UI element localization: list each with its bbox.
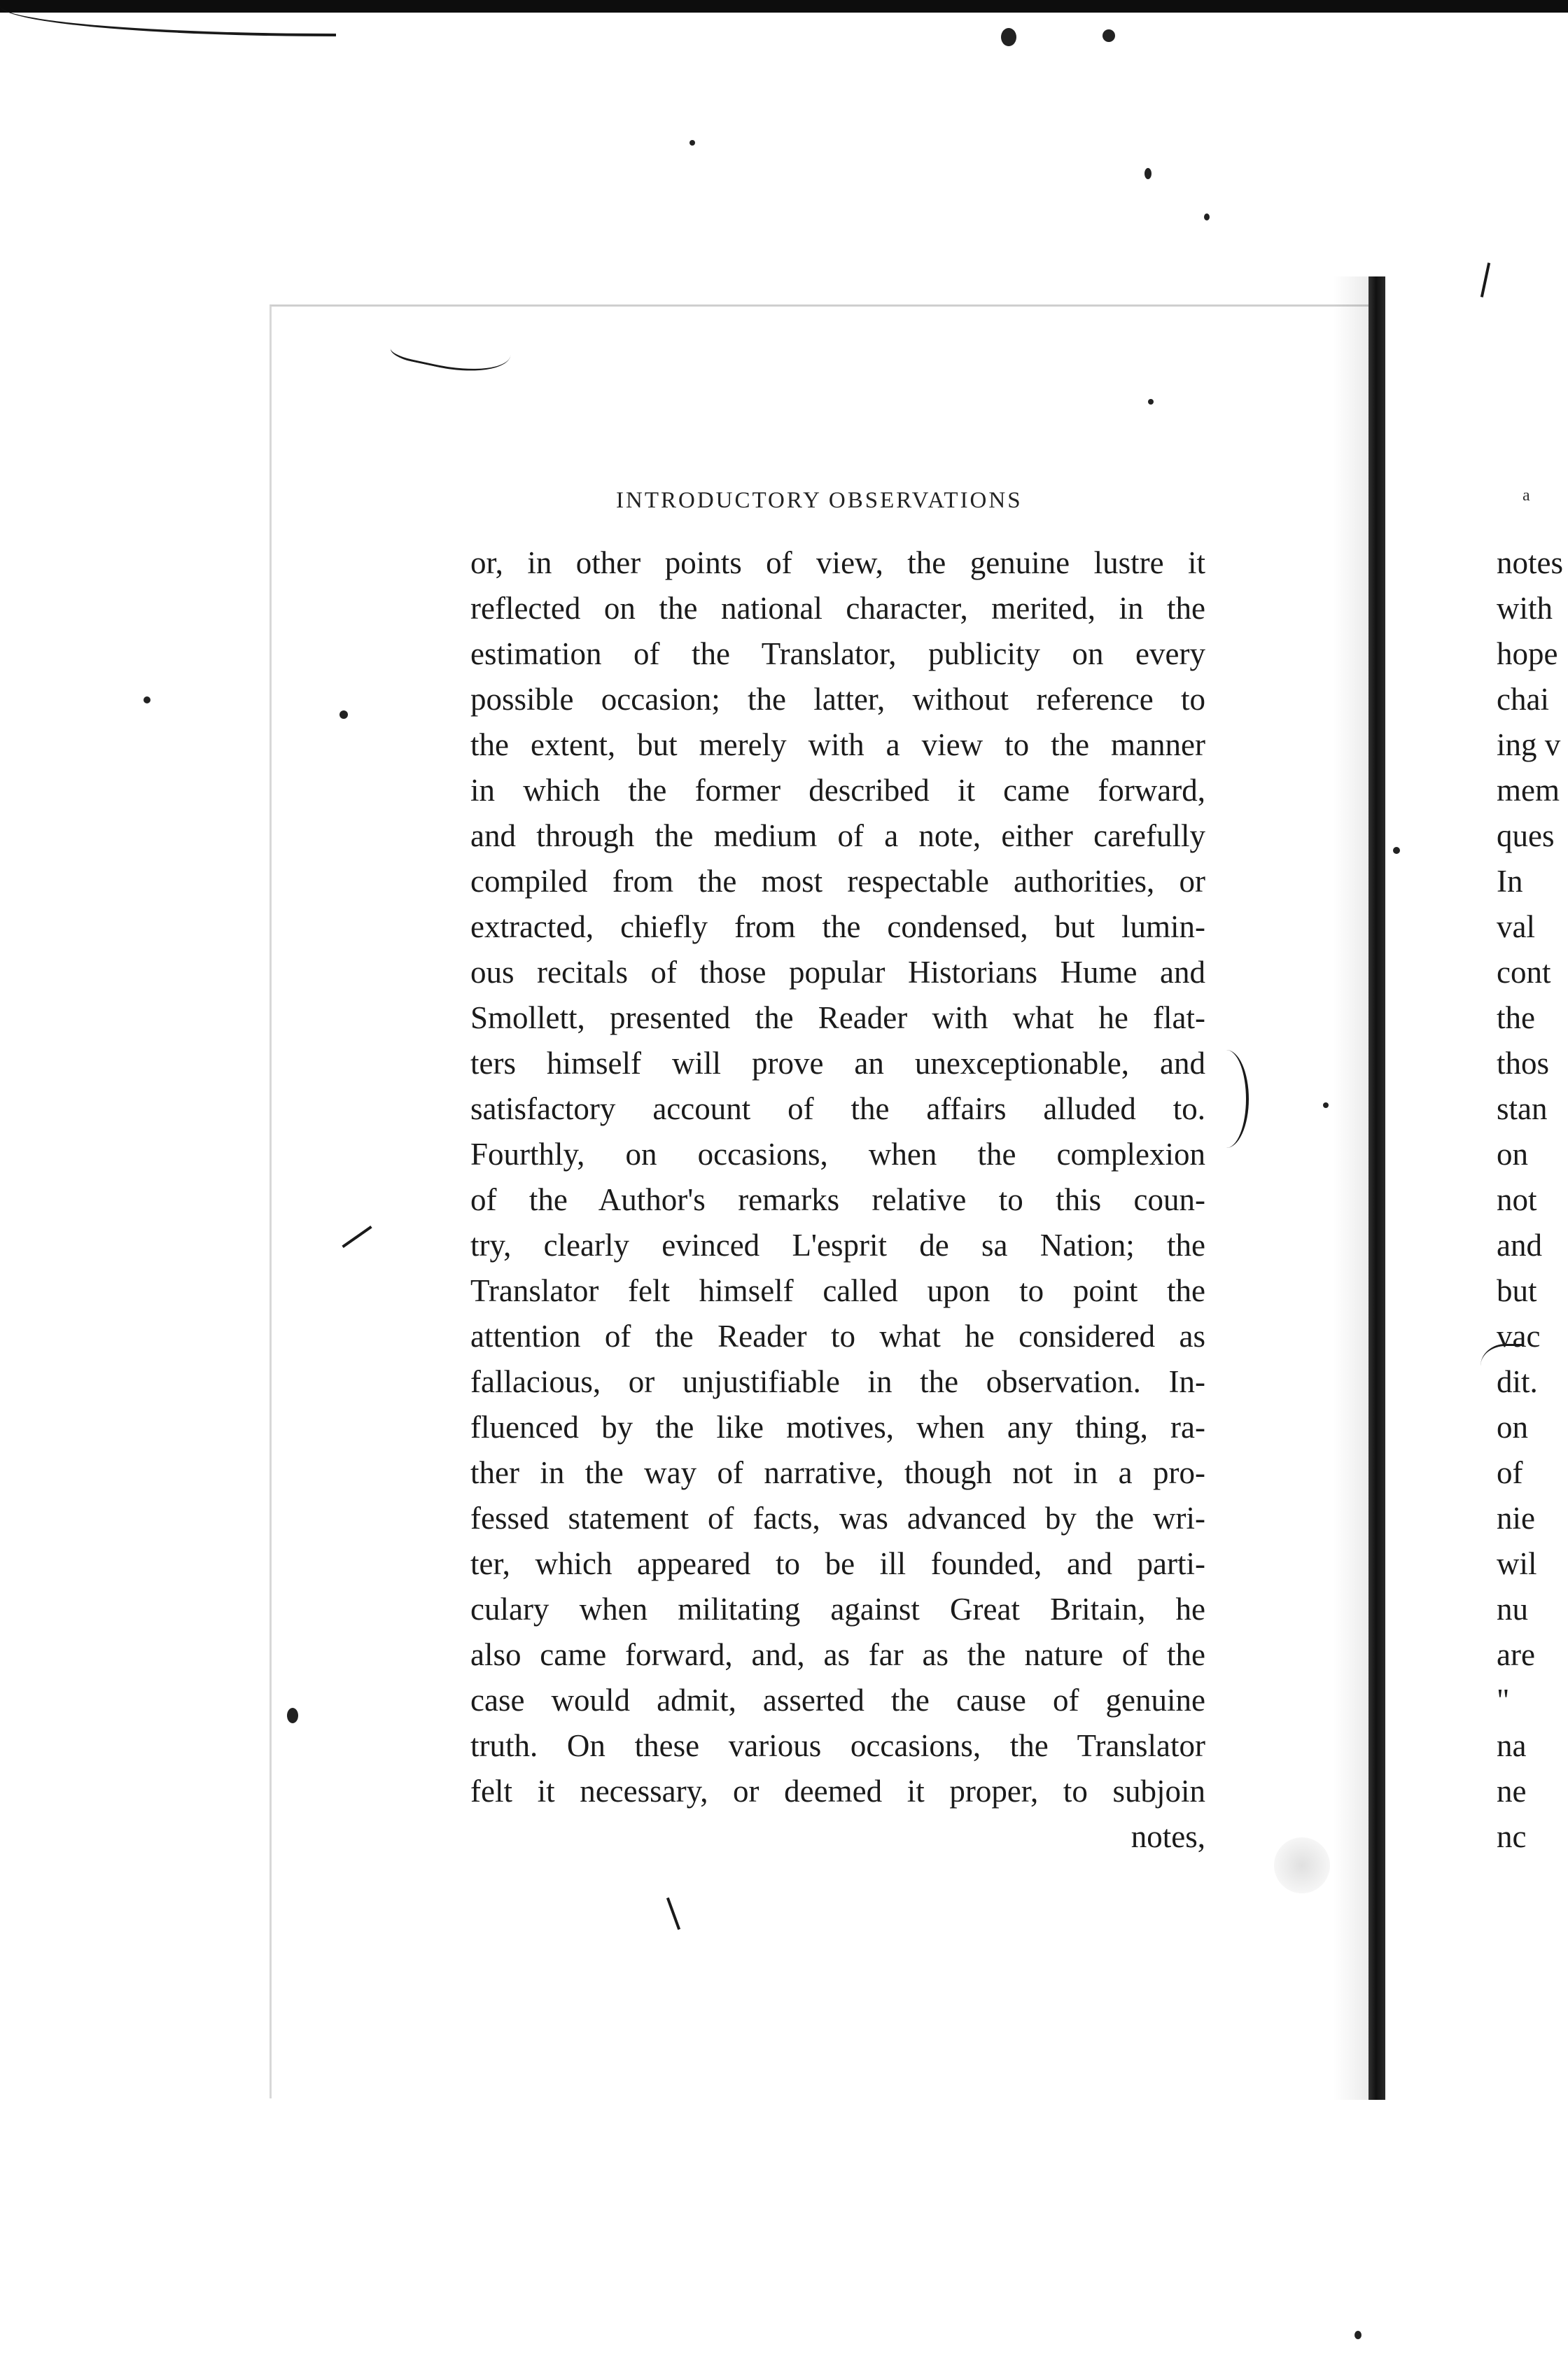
facing-line: the [1497, 1000, 1535, 1035]
facing-page-fragment [1497, 540, 1568, 1860]
text-line: ous recitals of those popular Historians Hume and [470, 955, 1205, 990]
facing-line: on [1497, 1137, 1528, 1172]
text-line: the extent, but merely with a view to the manner [470, 727, 1205, 762]
facing-line: ne [1497, 1774, 1527, 1809]
text-line: Fourthly, on occasions, when the complexion [470, 1137, 1205, 1172]
facing-line: not [1497, 1182, 1537, 1217]
facing-line: In [1497, 864, 1523, 899]
text-line: try, clearly evinced L'esprit de sa Nation; the [470, 1228, 1205, 1263]
body-text [470, 540, 1205, 1860]
facing-line: nc [1497, 1819, 1527, 1854]
facing-line: stan [1497, 1091, 1548, 1126]
text-line: fluenced by the like motives, when any thing, ra- [470, 1410, 1205, 1445]
facing-page-marker: a [1522, 486, 1530, 505]
dust-speck [1354, 2331, 1362, 2339]
facing-line: but [1497, 1273, 1537, 1308]
text-line: fallacious, or unjustifiable in the observation. In- [470, 1364, 1205, 1399]
text-line: reflected on the national character, merited, in the [470, 591, 1205, 626]
text-line: of the Author's remarks relative to this coun- [470, 1182, 1205, 1217]
text-line: felt it necessary, or deemed it proper, to subjoin [470, 1774, 1205, 1809]
ink-blot [1274, 1837, 1330, 1893]
text-line: ter, which appeared to be ill founded, and parti- [470, 1546, 1205, 1581]
text-line: attention of the Reader to what he considered as [470, 1319, 1205, 1354]
text-line: case would admit, asserted the cause of genuine [470, 1683, 1205, 1718]
dust-speck [1204, 213, 1210, 220]
facing-line: mem [1497, 773, 1560, 808]
dust-speck [1102, 29, 1115, 42]
scratch-mark [1480, 262, 1490, 297]
facing-line: chai [1497, 682, 1549, 717]
catchword: notes, [1130, 1819, 1205, 1854]
text-line: and through the medium of a note, either carefully [470, 818, 1205, 853]
text-line: in which the former described it came forward, [470, 773, 1205, 808]
text-line: Smollett, presented the Reader with what he flat- [470, 1000, 1205, 1035]
text-line: possible occasion; the latter, without reference to [470, 682, 1205, 717]
text-line: ters himself will prove an unexceptionable, and [470, 1046, 1205, 1081]
scratch-mark [1480, 1344, 1522, 1381]
facing-line: notes [1497, 545, 1563, 580]
facing-line: wil [1497, 1546, 1537, 1581]
text-line: satisfactory account of the affairs alluded to. [470, 1091, 1205, 1126]
facing-line: are [1497, 1637, 1535, 1672]
facing-line: cont [1497, 955, 1551, 990]
facing-line: hope [1497, 636, 1558, 671]
dust-speck [1144, 168, 1152, 179]
dust-speck [144, 696, 150, 703]
running-head: INTRODUCTORY OBSERVATIONS [616, 488, 1023, 513]
dust-speck [1323, 1102, 1329, 1108]
text-line: culary when militating against Great Britain, he [470, 1592, 1205, 1627]
text-line: compiled from the most respectable authorities, or [470, 864, 1205, 899]
text-line: or, in other points of view, the genuine lustre it [470, 545, 1205, 580]
facing-line: " [1497, 1683, 1510, 1718]
text-line: truth. On these various occasions, the Translator [470, 1728, 1205, 1763]
dust-speck [1393, 847, 1400, 854]
facing-line: with [1497, 591, 1553, 626]
text-line: also came forward, and, as far as the nature of the [470, 1637, 1205, 1672]
facing-line: nu [1497, 1592, 1528, 1627]
dust-speck [287, 1708, 298, 1723]
text-line: fessed statement of facts, was advanced by the wri- [470, 1501, 1205, 1536]
facing-line: and [1497, 1228, 1542, 1263]
text-line: ther in the way of narrative, though not in a pro- [470, 1455, 1205, 1490]
facing-line: ques [1497, 818, 1555, 853]
film-curl [0, 6, 336, 36]
text-line: estimation of the Translator, publicity on every [470, 636, 1205, 671]
facing-line: on [1497, 1410, 1528, 1445]
dust-speck [340, 710, 348, 719]
dust-speck [690, 140, 695, 146]
facing-line: val [1497, 909, 1535, 944]
facing-line: nie [1497, 1501, 1535, 1536]
book-spine [1368, 276, 1385, 2100]
facing-line: of [1497, 1455, 1523, 1490]
text-line: Translator felt himself called upon to point the [470, 1273, 1205, 1308]
facing-line: na [1497, 1728, 1527, 1763]
facing-line: ing v [1497, 727, 1561, 762]
gutter-shadow [1334, 276, 1368, 2100]
text-line: extracted, chiefly from the condensed, but lumin- [470, 909, 1205, 944]
facing-line: vac [1497, 1319, 1541, 1354]
dust-speck [1148, 399, 1154, 405]
facing-line: dit. [1497, 1364, 1538, 1399]
scratch-mark [1204, 1050, 1249, 1148]
facing-line: thos [1497, 1046, 1550, 1081]
dust-speck [1001, 28, 1016, 46]
